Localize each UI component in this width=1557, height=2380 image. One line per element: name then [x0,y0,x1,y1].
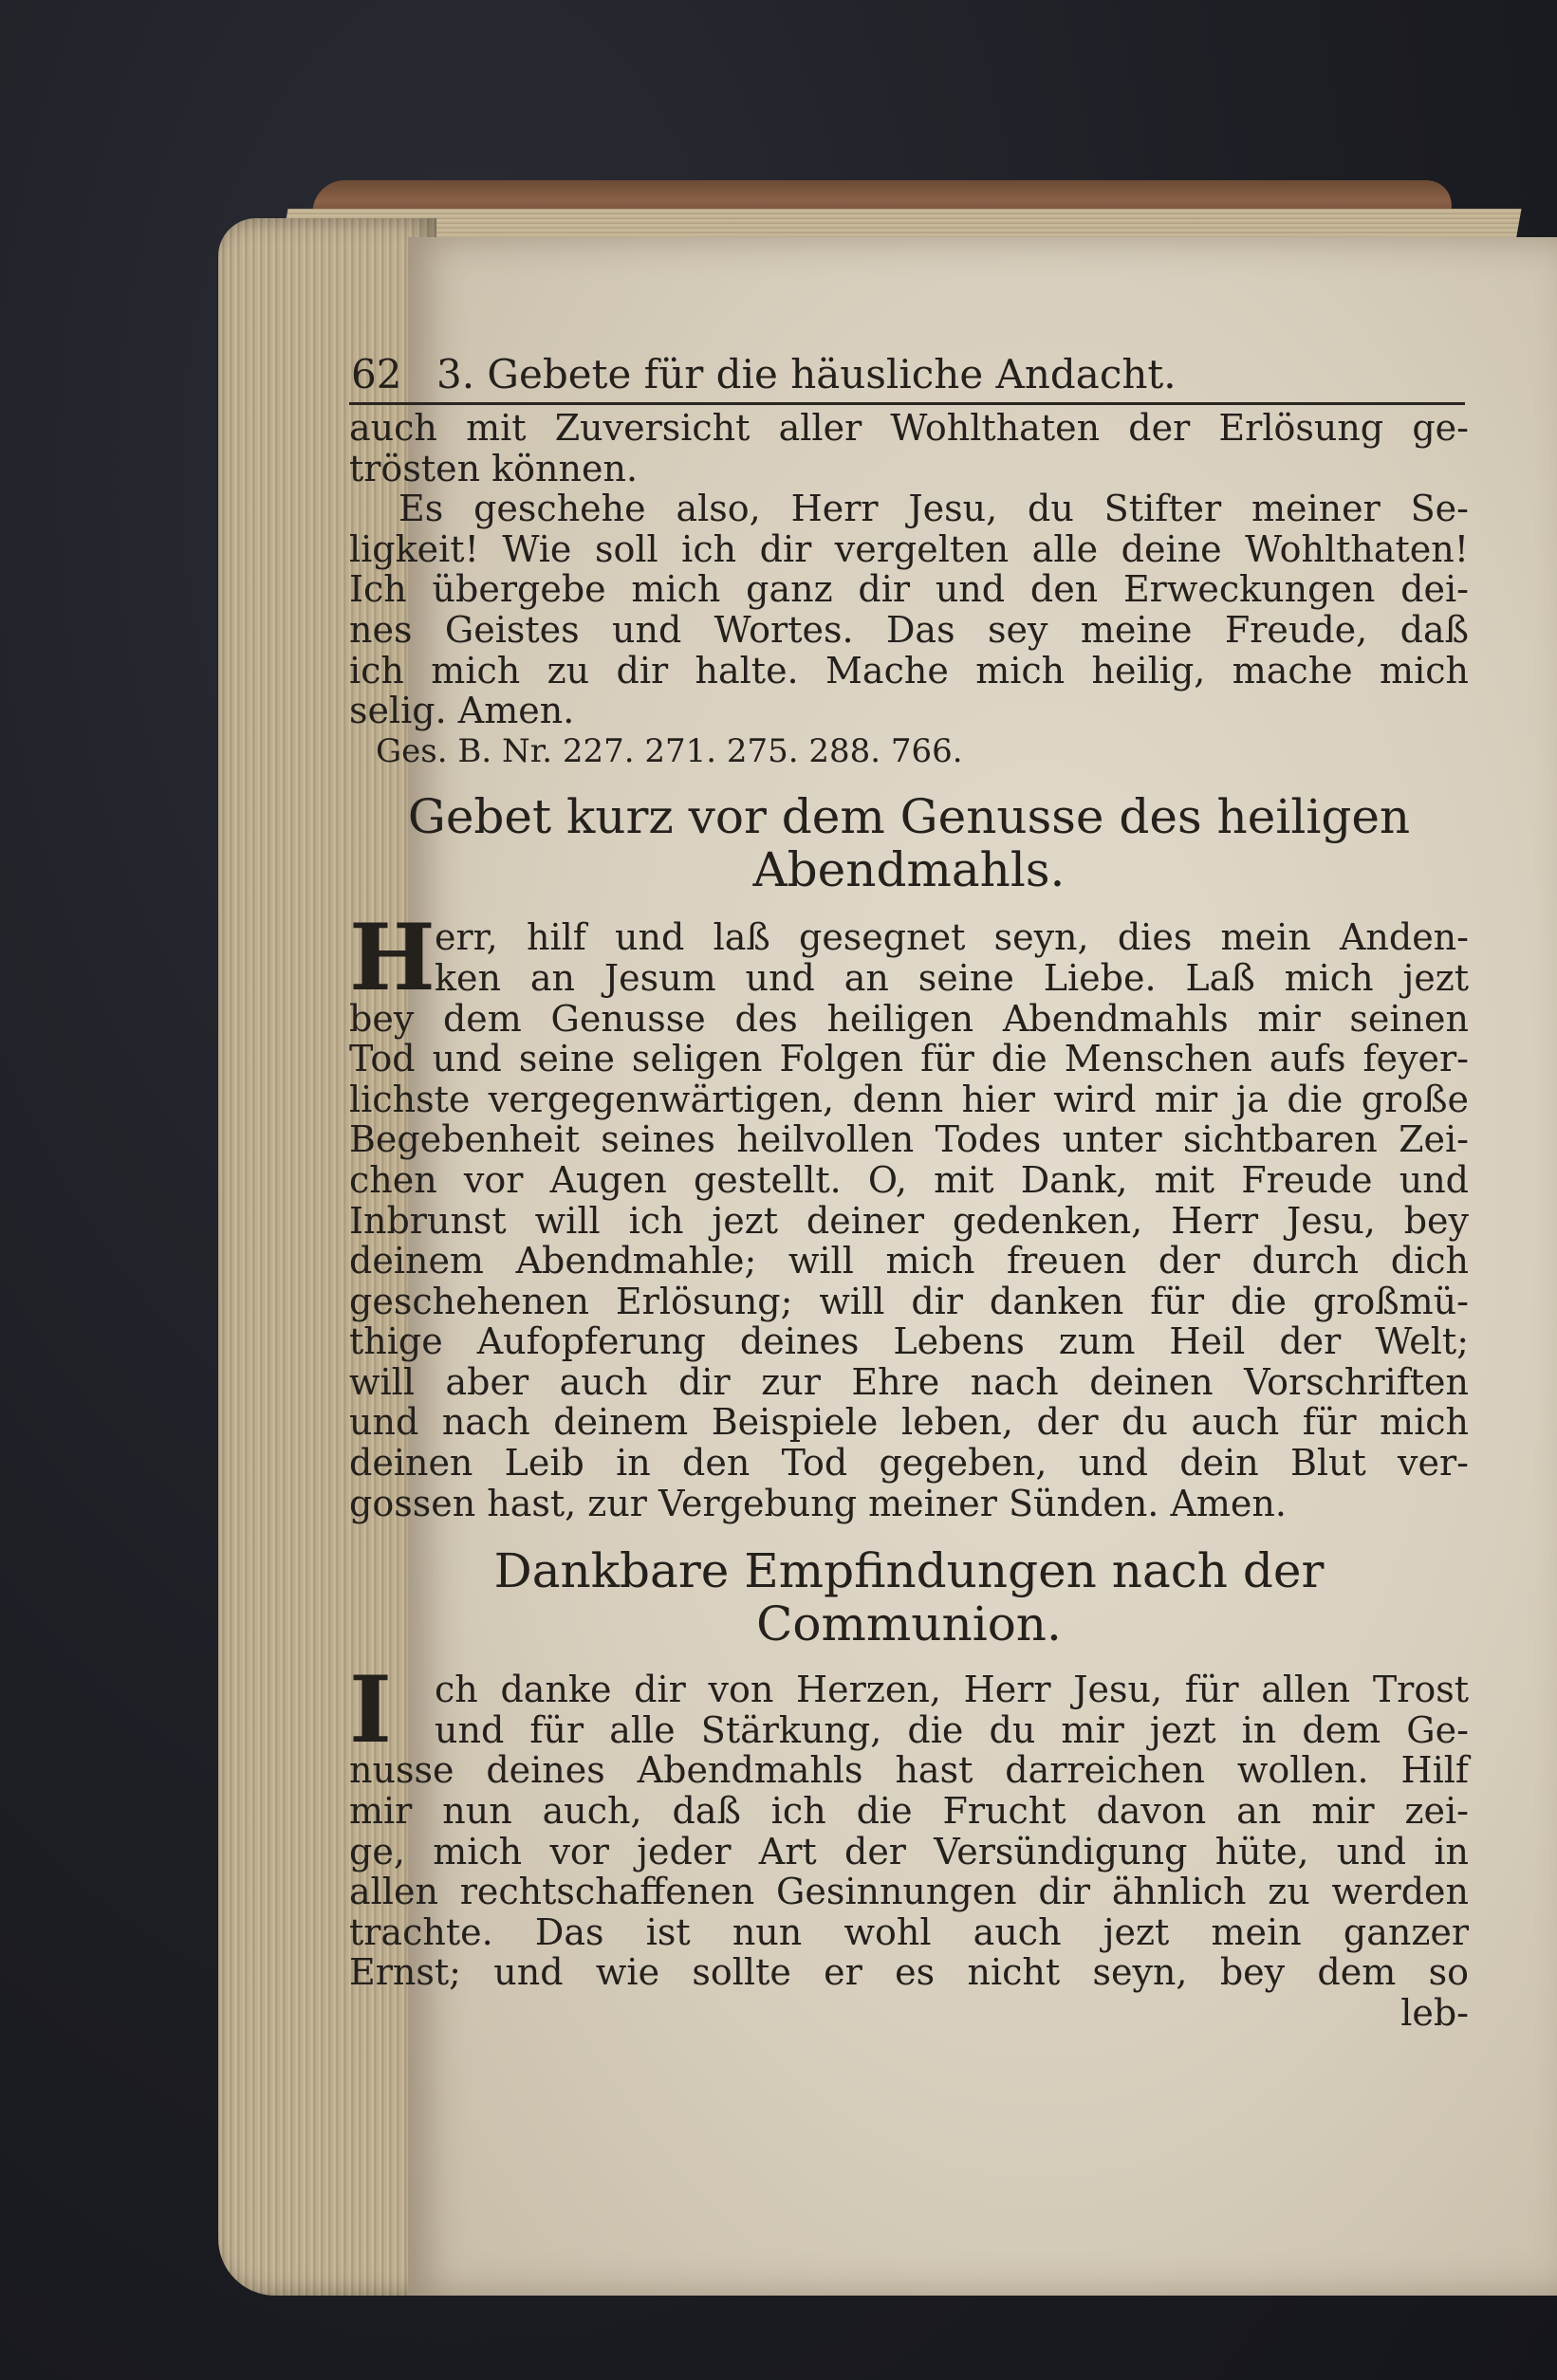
text-line: deinen Leib in den Tod gegeben, und dein Blut ver- [349,1442,1469,1485]
text-line: geschehenen Erlösung; will dir danken für die großmü- [349,1280,1469,1322]
text-line: ge, mich vor jeder Art der Versündigung hüte, und in [349,1830,1469,1873]
text-line: Ernst; und wie sollte er es nicht seyn, bey dem so [349,1951,1469,1994]
text-line: trösten können. [349,447,639,489]
text-line: mir nun auch, daß ich die Frucht davon an mir zei- [349,1790,1469,1833]
text-line: und für alle Stärkung, die du mir jezt in dem Ge- [435,1708,1469,1751]
section-title-line: Abendmahls. [752,842,1066,898]
text-line: selig. Amen. [349,690,575,732]
text-line: lichste vergegenwärtigen, denn hier wird mir ja die große [349,1078,1469,1120]
text-line: ligkeit! Wie soll ich dir vergelten alle deine Wohlthaten! [349,527,1469,570]
section-heading-2 [349,1544,1469,1651]
text-line: Es geschehe also, Herr Jesu, du Stifter meiner Se- [399,488,1469,530]
text-line: und nach deinem Beispiele leben, der du auch für mich [349,1401,1469,1444]
text-line: auch mit Zuversicht aller Wohlthaten der Erlösung ge- [349,407,1469,449]
text-line: allen rechtschaffenen Gesinnungen dir ähnlich zu werden [349,1871,1469,1913]
text-line: err, hilf und laß gesegnet seyn, dies mein Anden- [435,916,1469,959]
text-line: Inbrunst will ich jezt deiner gedenken, Herr Jesu, bey [349,1199,1469,1242]
section-2-paragraph [349,1656,1469,2034]
text-line: Tod und seine seligen Folgen für die Menschen aufs feyer- [349,1038,1469,1080]
text-line: ch danke dir von Herzen, Herr Jesu, für allen Trost [435,1669,1469,1711]
text-line: trachte. Das ist nun wohl auch jezt mein ganzer [349,1910,1469,1953]
section-title-line: Dankbare Empfindungen nach der [493,1543,1325,1599]
text-line: ken an Jesum und an seine Liebe. Laß mich jezt [435,956,1469,999]
section-title-line: Gebet kurz vor dem Genusse des heiligen [407,789,1411,845]
running-head-title: 3. Gebete für die häusliche Andacht. [436,351,1177,397]
text-line: chen vor Augen gestellt. O, mit Dank, mit Freude und [349,1158,1469,1201]
text-line: Begebenheit seines heilvollen Todes unter sichtbaren Zei- [349,1118,1469,1161]
drop-cap: H [349,904,436,1012]
text-line: Ich übergebe mich ganz dir und den Erweckungen dei- [349,568,1469,611]
text-line: deinem Abendmahle; will mich freuen der durch dich [349,1240,1469,1282]
text-line: bey dem Genusse des heiligen Abendmahls mir seinen [349,997,1469,1040]
header-rule [349,402,1465,405]
hymn-reference: Ges. B. Nr. 227. 271. 275. 288. 766. [376,731,963,770]
text-line: ich mich zu dir halte. Mache mich heilig, mache mich [349,649,1469,692]
section-title-line: Communion. [756,1596,1062,1652]
text-line: thige Aufopferung deines Lebens zum Heil der Welt; [349,1320,1469,1363]
page-number: 62 [351,351,402,397]
prayer-paragraph [349,489,1469,731]
text-line: will aber auch dir zur Ehre nach deinen Vorschriften [349,1360,1469,1403]
drop-cap: I [349,1656,392,1764]
catchword: leb- [1400,1992,1469,2034]
text-block [349,408,1469,2034]
running-head [351,351,1461,398]
text-line: gossen hast, zur Vergebung meiner Sünden. Amen. [349,1482,1287,1524]
section-heading-1 [349,790,1469,896]
section-1-paragraph [349,904,1469,1524]
continuation-paragraph [349,408,1469,489]
text-line: nusse deines Abendmahls hast darreichen wollen. Hilf [349,1749,1469,1792]
text-line: nes Geistes und Wortes. Das sey meine Freude, daß [349,608,1469,651]
